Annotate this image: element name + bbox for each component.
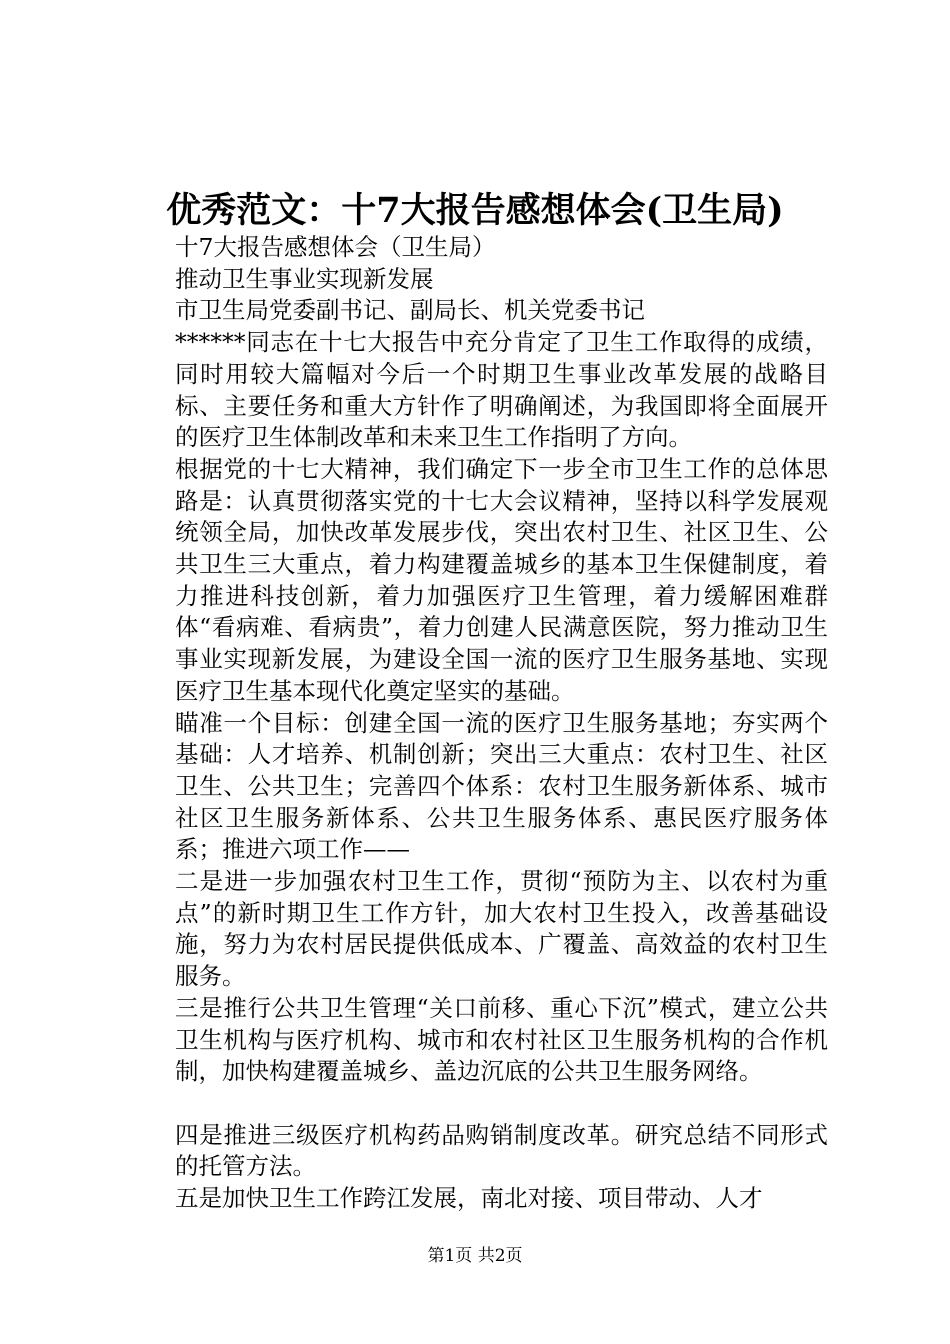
- document-title: 优秀范文：十7大报告感想体会(卫生局): [166, 190, 784, 231]
- paragraph-2: 根据党的十七大精神，我们确定下一步全市卫生工作的总体思路是：认真贯彻落实党的十七大会议精神，坚持以科学发展观统领全局，加快改革发展步伐，突出农村卫生、社区卫生、公共卫生三大重点，着力构建覆盖城乡的基本卫生保健制度，着力推进科技创新，着力加强医疗卫生管理，着力缓解困难群体“看病难、看病贵”，着力创建人民满意医院，努力推动卫生事业实现新发展，为建设全国一流的医疗卫生服务基地、实现医疗卫生基本现代化奠定坚实的基础。: [175, 454, 828, 705]
- blank-line: [128, 1088, 828, 1120]
- page-number-footer: 第1页 共2页: [427, 1246, 523, 1266]
- header-line-1: 十7大报告感想体会（卫生局）: [175, 233, 496, 261]
- paragraph-4: 二是进一步加强农村卫生工作，贯彻“预防为主、以农村为重点”的新时期卫生工作方针，加大农村卫生投入，改善基础设施，努力为农村居民提供低成本、广覆盖、高效益的农村卫生服务。: [175, 867, 828, 991]
- paragraph-1: ******同志在十七大报告中充分肯定了卫生工作取得的成绩，同时用较大篇幅对今后一个时期卫生事业改革发展的战略目标、主要任务和重大方针作了明确阐述，为我国即将全面展开的医疗卫生体制改革和未来卫生工作指明了方向。: [175, 328, 828, 452]
- document-body: [128, 232, 828, 1215]
- paragraph-6: 四是推进三级医疗机构药品购销制度改革。研究总结不同形式的托管方法。: [175, 1120, 828, 1181]
- header-line-2: 推动卫生事业实现新发展: [175, 264, 434, 293]
- paragraph-7: 五是加快卫生工作跨江发展，南北对接、项目带动、人才: [175, 1184, 763, 1213]
- header-line-3: 市卫生局党委副书记、副局长、机关党委书记: [175, 296, 645, 325]
- paragraph-5: 三是推行公共卫生管理“关口前移、重心下沉”模式，建立公共卫生机构与医疗机构、城市和农村社区卫生服务机构的合作机制，加快构建覆盖城乡、盖边沉底的公共卫生服务网络。: [175, 993, 828, 1086]
- paragraph-3: 瞄准一个目标：创建全国一流的医疗卫生服务基地；夯实两个基础：人才培养、机制创新；突出三大重点：农村卫生、社区卫生、公共卫生；完善四个体系：农村卫生服务新体系、城市社区卫生服务新体系、公共卫生服务体系、惠民医疗服务体系；推进六项工作——: [175, 708, 828, 864]
